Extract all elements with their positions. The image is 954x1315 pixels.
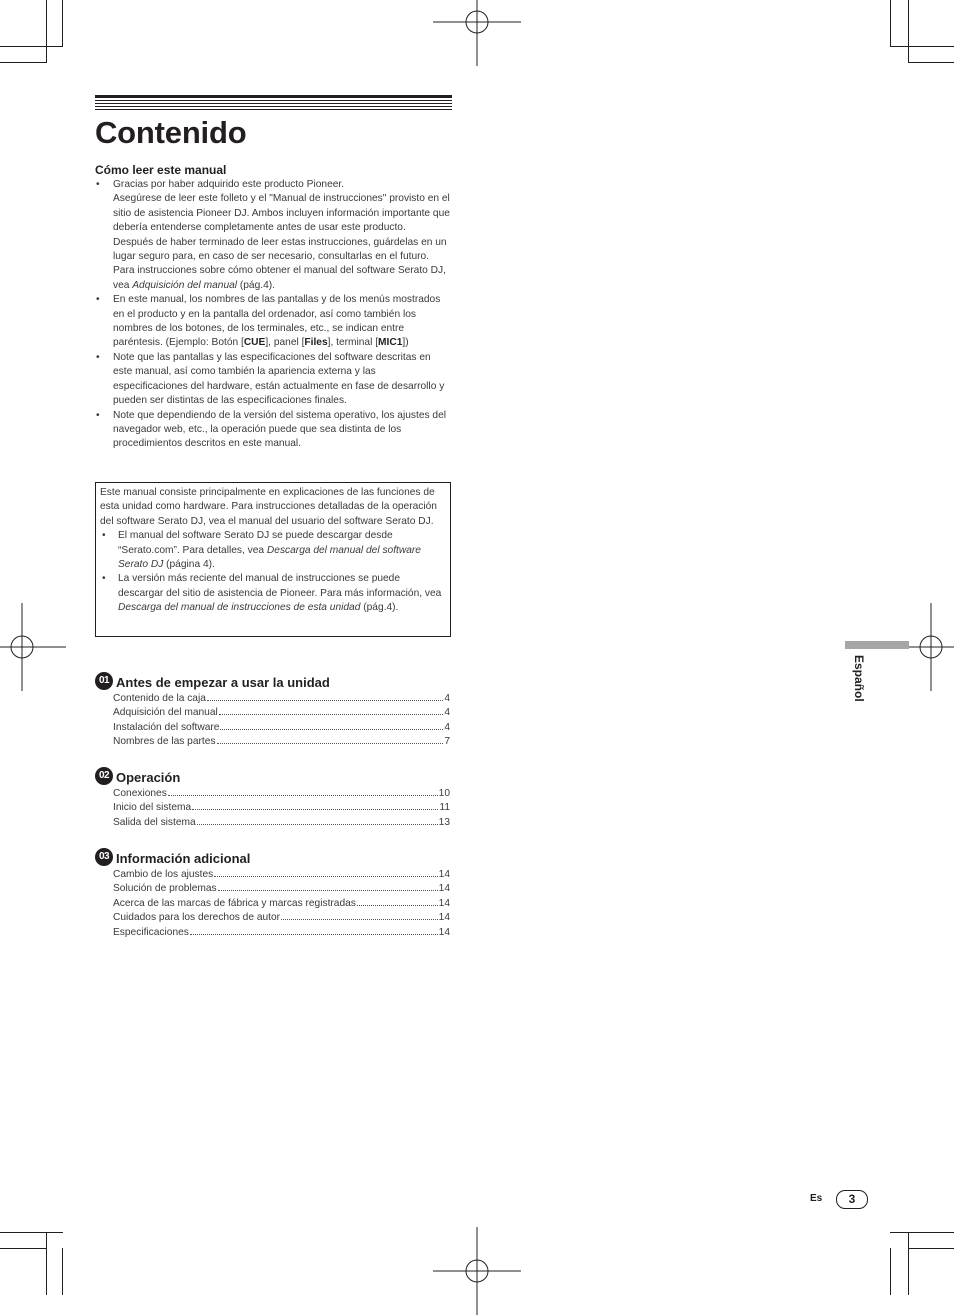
toc-entry-page: 4 (444, 707, 450, 719)
chapter-number-badge: 02 (95, 767, 113, 785)
toc-entry[interactable] (113, 897, 450, 911)
toc-entry-list (95, 868, 452, 940)
label-mic1: MIC1 (378, 337, 403, 349)
text: El manual del software Serato DJ se puede descargar desde “Serato.com”. Para detalles, vea (118, 530, 393, 556)
registration-mark-top (433, 0, 521, 66)
toc-entry-label: Acerca de las marcas de fábrica y marcas registradas (113, 897, 356, 909)
toc-entry[interactable] (113, 801, 450, 815)
paragraph: Después de haber terminado de leer estas instrucciones, guárdelas en un lugar seguro para, en caso de ser necesario, consultarlas en el futuro. (113, 236, 447, 263)
chapter-number-badge: 01 (95, 672, 113, 690)
dot-leader (220, 729, 443, 730)
toc-entry[interactable] (113, 787, 450, 801)
text: (página 4). (163, 559, 215, 571)
toc-entry-label: Adquisición del manual (113, 707, 218, 719)
toc-entry-label: Solución de problemas (113, 883, 217, 895)
text: ], panel [ (265, 337, 305, 349)
cross-reference[interactable]: Descarga del manual de instrucciones de esta unidad (118, 602, 361, 614)
dot-leader (281, 919, 438, 920)
label-cue: CUE (243, 337, 266, 349)
language-tab-bar (845, 641, 909, 649)
toc-entry-label: Cambio de los ajustes (113, 869, 214, 880)
chapter-title: Operación (116, 770, 181, 785)
label-files: Files (304, 337, 328, 349)
toc-entry-label: Inicio del sistema (113, 802, 192, 814)
list-item (95, 293, 452, 351)
toc-entry[interactable] (113, 882, 450, 896)
toc-heading[interactable] (95, 766, 452, 786)
dot-leader (197, 824, 438, 825)
toc-entry-page: 14 (438, 883, 450, 895)
text: ]) (402, 337, 409, 349)
note-intro: Este manual consiste principalmente en explicaciones de las funciones de esta unidad como hardware. Para instrucciones detalladas de la operación del software Serato DJ, vea el manual del usuario del software Serato DJ. (100, 487, 437, 527)
dot-leader (168, 795, 438, 796)
chapter-number-badge: 03 (95, 848, 113, 866)
toc-entry-page: 4 (444, 693, 450, 704)
toc-entry-page: 14 (438, 912, 450, 924)
toc-entry-page: 11 (439, 802, 450, 814)
text: (pág.4). (237, 279, 275, 291)
toc-heading[interactable] (95, 671, 452, 691)
list-item: • Note que las pantallas y las especificaciones del software descritas en este manual, así como también la apariencia externa y las especificaciones del hardware, están actualmente en fase de desarrollo y pueden ser distintas de las especificaciones finales. (95, 351, 452, 409)
toc-entry[interactable] (113, 911, 450, 925)
toc-entry-label: Salida del sistema (113, 816, 196, 828)
toc-entry-list (95, 787, 452, 830)
paragraph: Asegúrese de leer este folleto y el "Manual de instrucciones" provisto en el sitio de asistencia Pioneer DJ. Ambos incluyen información importante que debería entenderse completamente antes de usar este producto. (113, 193, 450, 234)
dot-leader (214, 876, 437, 877)
chapter-title: Información adicional (116, 851, 251, 866)
footer-page-number: 3 (836, 1190, 868, 1209)
list-item (100, 572, 444, 615)
dot-leader (218, 890, 438, 891)
toc-entry-page: 4 (444, 721, 450, 733)
dot-leader (357, 905, 438, 906)
registration-mark-left (0, 603, 66, 691)
paragraph: • Gracias por haber adquirido este producto Pioneer. (113, 179, 345, 190)
toc-entry-page: 14 (438, 869, 450, 880)
dot-leader (192, 809, 438, 810)
toc-entry[interactable] (113, 868, 450, 882)
intro-bullet-list (95, 178, 452, 452)
toc-entry-page: 7 (444, 736, 450, 748)
toc-section-03 (95, 847, 452, 940)
toc-entry-page: 10 (438, 788, 450, 799)
toc-entry[interactable] (113, 926, 450, 940)
dot-leader (219, 714, 444, 715)
text: (pág.4). (360, 602, 399, 614)
chapter-title: Antes de empezar a usar la unidad (116, 675, 330, 690)
dot-leader (217, 743, 444, 744)
text: La versión más reciente del manual de instrucciones se puede descargar del sitio de asistencia de Pioneer. Para más información, vea (118, 573, 442, 599)
toc-entry[interactable] (113, 721, 450, 735)
dot-leader (190, 934, 438, 935)
list-item (100, 529, 444, 572)
toc-entry-list (95, 692, 452, 750)
section-heading-how-to-read: Cómo leer este manual (95, 163, 227, 177)
toc-entry[interactable] (113, 692, 450, 706)
list-item: • Note que dependiendo de la versión del sistema operativo, los ajustes del navegador web, etc., la operación puede que sea distinta de los procedimientos descritos en este manual. (95, 409, 452, 452)
text: En este manual, los nombres de las pantallas y de los menús mostrados en el producto y en la pantalla del ordenador, así como también los nombres de los botones, de los terminales, etc., se indican entre paréntesis. (Ejemplo: Botón [ (113, 294, 441, 349)
toc-entry[interactable] (113, 706, 450, 720)
text: Para instrucciones sobre cómo obtener el manual del software Serato DJ, vea (113, 265, 446, 291)
toc-entry-label: Conexiones (113, 788, 167, 799)
toc-entry-label: Nombres de las partes (113, 736, 216, 748)
toc-entry-page: 14 (438, 926, 450, 938)
dot-leader (207, 700, 443, 701)
toc-entry-page: 14 (438, 897, 450, 909)
page-title: Contenido (95, 115, 247, 150)
language-tab-label: Español (852, 655, 866, 702)
list-item (95, 178, 452, 293)
toc-entry[interactable] (113, 735, 450, 749)
footer-language-code: Es (810, 1193, 823, 1204)
toc-entry-page: 13 (438, 816, 450, 828)
title-rules (95, 95, 452, 110)
toc-heading[interactable] (95, 847, 452, 867)
toc-entry-label: Especificaciones (113, 926, 189, 938)
registration-mark-bottom (433, 1227, 521, 1315)
toc-entry-label: Contenido de la caja (113, 693, 206, 704)
toc-section-02 (95, 766, 452, 830)
toc-entry-label: Cuidados para los derechos de autor (113, 912, 281, 924)
text: ], terminal [ (327, 337, 379, 349)
cross-reference[interactable]: Adquisición del manual (132, 279, 238, 291)
toc-section-01 (95, 671, 452, 750)
paragraph (113, 264, 452, 293)
cross-reference[interactable]: Descarga del manual del software Serato DJ (118, 544, 421, 571)
note-bullet-list (100, 529, 444, 615)
toc-entry[interactable] (113, 816, 450, 830)
toc-entry-label: Instalación del software (113, 721, 220, 733)
note-box (95, 482, 451, 637)
